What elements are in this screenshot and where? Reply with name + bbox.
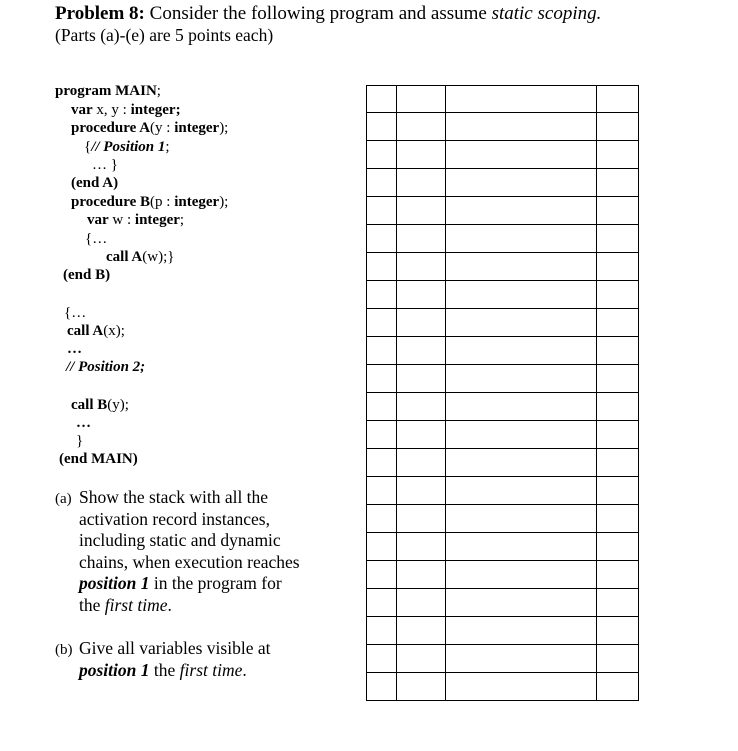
- stack-grid-row: [367, 113, 639, 141]
- stack-grid-cell: [367, 141, 397, 169]
- stack-grid-cell: [397, 561, 446, 589]
- code-line-13: call A(x);: [67, 323, 125, 339]
- stack-grid-cell: [397, 421, 446, 449]
- stack-grid-cell: [597, 505, 639, 533]
- stack-grid-cell: [367, 281, 397, 309]
- stack-grid-cell: [597, 113, 639, 141]
- stack-grid-cell: [367, 645, 397, 673]
- stack-grid-cell: [446, 505, 597, 533]
- question-a-line-3: including static and dynamic: [79, 530, 281, 550]
- stack-grid-cell: [367, 169, 397, 197]
- stack-grid-cell: [397, 169, 446, 197]
- stack-grid-cell: [446, 561, 597, 589]
- code-line-16: call B(y);: [71, 397, 129, 413]
- stack-grid-row: [367, 673, 639, 701]
- question-a-line-4: chains, when execution reaches: [79, 551, 300, 572]
- stack-grid-cell: [446, 225, 597, 253]
- question-b-label: (b): [55, 642, 73, 658]
- stack-grid-cell: [397, 533, 446, 561]
- code-line-11: (end B): [63, 267, 111, 283]
- stack-grid-cell: [597, 281, 639, 309]
- stack-grid-cell: [397, 253, 446, 281]
- code-line-5: … }: [92, 157, 118, 173]
- stack-grid-cell: [446, 113, 597, 141]
- code-line-7: procedure B(p : integer);: [71, 194, 229, 210]
- code-line-1: program MAIN;: [55, 83, 161, 99]
- code-line-3: procedure A(y : integer);: [71, 120, 229, 136]
- code-line-12: {…: [64, 305, 87, 321]
- question-b: [55, 638, 271, 680]
- stack-grid-cell: [397, 673, 446, 701]
- stack-grid-cell: [446, 673, 597, 701]
- stack-grid-cell: [446, 86, 597, 113]
- stack-grid-cell: [446, 477, 597, 505]
- stack-grid-cell: [446, 197, 597, 225]
- stack-grid-row: [367, 393, 639, 421]
- stack-grid-cell: [446, 645, 597, 673]
- stack-grid-cell: [597, 197, 639, 225]
- code-line-4: {// Position 1;: [84, 139, 170, 155]
- code-line-15: // Position 2;: [66, 359, 146, 375]
- stack-grid-cell: [367, 253, 397, 281]
- problem-label: Problem 8:: [55, 3, 145, 24]
- stack-grid-cell: [367, 421, 397, 449]
- stack-grid-row: [367, 617, 639, 645]
- stack-grid-cell: [397, 113, 446, 141]
- stack-grid-cell: [597, 225, 639, 253]
- stack-grid-cell: [397, 337, 446, 365]
- code-line-2: var x, y : integer;: [71, 102, 181, 118]
- stack-grid-row: [367, 141, 639, 169]
- stack-grid-cell: [367, 86, 397, 113]
- stack-grid-cell: [597, 337, 639, 365]
- question-a-line-2: activation record instances,: [79, 508, 270, 529]
- stack-grid-cell: [597, 393, 639, 421]
- stack-grid-row: [367, 197, 639, 225]
- stack-grid-cell: [397, 309, 446, 337]
- question-a-line-1: Show the stack with all the: [79, 487, 269, 507]
- stack-grid-cell: [367, 393, 397, 421]
- code-line-6: (end A): [71, 175, 119, 191]
- stack-grid-row: [367, 86, 639, 113]
- stack-grid-cell: [446, 365, 597, 393]
- stack-grid-cell: [397, 365, 446, 393]
- stack-grid-cell: [597, 365, 639, 393]
- stack-grid-cell: [367, 505, 397, 533]
- stack-grid-cell: [397, 617, 446, 645]
- activation-stack-grid: [366, 85, 639, 701]
- stack-grid-cell: [446, 617, 597, 645]
- stack-grid-row: [367, 225, 639, 253]
- stack-grid-row: [367, 533, 639, 561]
- stack-grid-row: [367, 589, 639, 617]
- stack-grid-cell: [446, 141, 597, 169]
- stack-grid-cell: [367, 449, 397, 477]
- stack-grid-row: [367, 281, 639, 309]
- stack-grid-cell: [597, 533, 639, 561]
- problem-text: Consider the following program and assume: [144, 3, 492, 24]
- stack-grid-cell: [597, 589, 639, 617]
- stack-grid-cell: [367, 477, 397, 505]
- stack-grid-cell: [446, 337, 597, 365]
- stack-grid-cell: [597, 86, 639, 113]
- stack-grid-row: [367, 477, 639, 505]
- stack-grid-cell: [597, 617, 639, 645]
- question-b-line-2: position 1 the first time.: [79, 659, 247, 680]
- stack-grid-cell: [367, 561, 397, 589]
- code-line-9: {…: [85, 231, 108, 247]
- problem-text-italic: static scoping.: [491, 3, 602, 24]
- code-line-18: }: [76, 433, 84, 449]
- stack-grid-row: [367, 561, 639, 589]
- stack-grid-cell: [597, 673, 639, 701]
- question-a-line-5: position 1 in the program for: [79, 573, 282, 593]
- stack-grid-row: [367, 645, 639, 673]
- code-line-14: …: [67, 341, 82, 357]
- stack-grid-cell: [597, 169, 639, 197]
- problem-title: [55, 3, 601, 25]
- stack-grid-row: [367, 365, 639, 393]
- code-line-17: …: [76, 415, 91, 431]
- stack-grid-cell: [367, 365, 397, 393]
- code-line-10: call A(w);}: [106, 249, 175, 265]
- stack-grid-cell: [597, 253, 639, 281]
- stack-grid-cell: [397, 505, 446, 533]
- stack-grid-cell: [597, 421, 639, 449]
- stack-grid-cell: [397, 393, 446, 421]
- stack-grid-cell: [397, 589, 446, 617]
- stack-grid-cell: [397, 477, 446, 505]
- stack-grid-cell: [597, 141, 639, 169]
- stack-grid-cell: [367, 617, 397, 645]
- stack-grid-cell: [397, 281, 446, 309]
- stack-grid-row: [367, 421, 639, 449]
- stack-grid-cell: [597, 645, 639, 673]
- stack-grid-cell: [446, 421, 597, 449]
- stack-grid-cell: [397, 645, 446, 673]
- question-a-line-6: the first time.: [79, 594, 172, 615]
- stack-grid-cell: [446, 533, 597, 561]
- stack-grid-cell: [446, 281, 597, 309]
- stack-grid-cell: [397, 141, 446, 169]
- stack-grid-cell: [367, 673, 397, 701]
- stack-grid-cell: [446, 169, 597, 197]
- stack-grid-cell: [446, 253, 597, 281]
- stack-grid-row: [367, 169, 639, 197]
- stack-grid-cell: [367, 309, 397, 337]
- stack-grid-cell: [367, 533, 397, 561]
- question-a: [55, 487, 300, 615]
- stack-grid-cell: [367, 197, 397, 225]
- stack-grid-cell: [446, 309, 597, 337]
- stack-grid-row: [367, 309, 639, 337]
- stack-grid-cell: [597, 449, 639, 477]
- stack-grid-cell: [446, 393, 597, 421]
- stack-grid-row: [367, 253, 639, 281]
- stack-grid-cell: [397, 225, 446, 253]
- stack-grid-row: [367, 505, 639, 533]
- question-a-label: (a): [55, 491, 72, 507]
- stack-grid-cell: [367, 337, 397, 365]
- code-line-8: var w : integer;: [87, 212, 185, 228]
- stack-grid-row: [367, 337, 639, 365]
- stack-grid-cell: [597, 561, 639, 589]
- stack-grid-cell: [367, 589, 397, 617]
- stack-grid-cell: [367, 113, 397, 141]
- stack-grid-cell: [397, 86, 446, 113]
- stack-grid-cell: [367, 225, 397, 253]
- stack-grid-cell: [446, 449, 597, 477]
- problem-subtitle: (Parts (a)-(e) are 5 points each): [55, 25, 274, 45]
- stack-grid-cell: [397, 449, 446, 477]
- stack-grid-cell: [597, 477, 639, 505]
- stack-grid-cell: [446, 589, 597, 617]
- stack-grid-cell: [397, 197, 446, 225]
- question-b-line-1: Give all variables visible at: [79, 638, 271, 658]
- code-line-19: (end MAIN): [59, 451, 138, 467]
- stack-grid-cell: [597, 309, 639, 337]
- stack-grid-row: [367, 449, 639, 477]
